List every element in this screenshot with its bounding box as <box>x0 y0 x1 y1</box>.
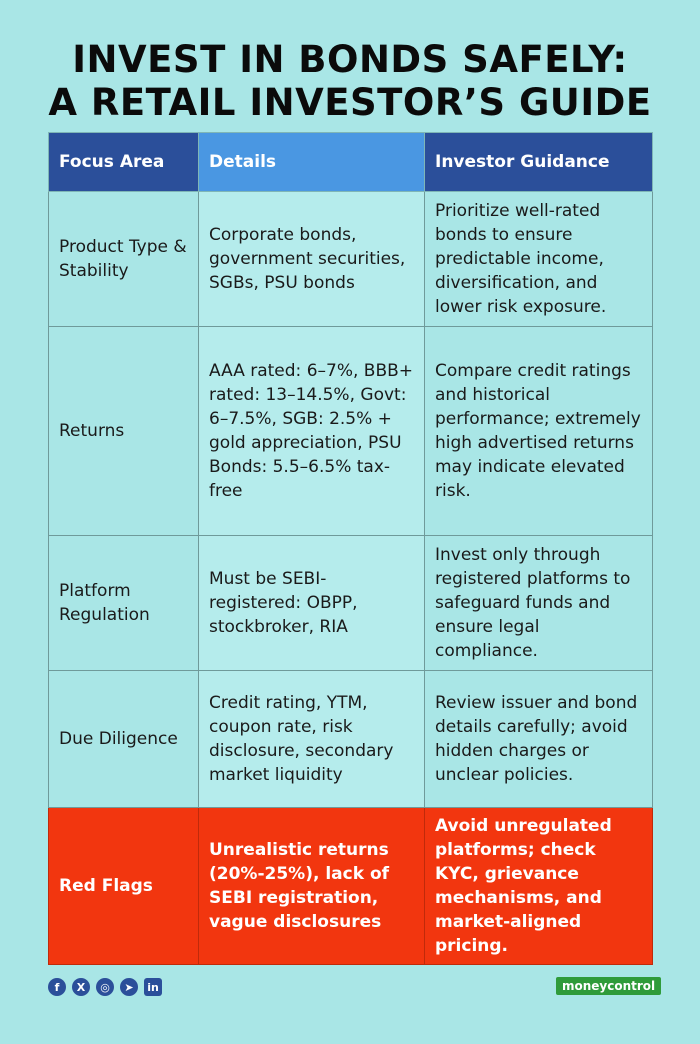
telegram-icon[interactable]: ➤ <box>120 978 138 996</box>
bond-guide-table <box>48 132 653 965</box>
instagram-icon[interactable]: ◎ <box>96 978 114 996</box>
table-row <box>49 536 653 671</box>
focus-cell: Platform Regulation <box>49 536 199 671</box>
details-cell: Corporate bonds, government securities, SGBs, PSU bonds <box>199 192 425 327</box>
table-header-row <box>49 133 653 192</box>
red-flags-row <box>49 808 653 965</box>
guidance-cell: Compare credit ratings and historical performance; extremely high advertised returns may indicate elevated risk. <box>425 327 653 536</box>
guidance-cell: Avoid unregulated platforms; check KYC, grievance mechanisms, and market-aligned pricing. <box>425 808 653 965</box>
details-cell: Credit rating, YTM, coupon rate, risk disclosure, secondary market liquidity <box>199 671 425 808</box>
details-cell: AAA rated: 6–7%, BBB+ rated: 13–14.5%, Govt: 6–7.5%, SGB: 2.5% + gold appreciation, PSU Bonds: 5.5–6.5% tax-free <box>199 327 425 536</box>
x-icon[interactable]: X <box>72 978 90 996</box>
header-focus-area: Focus Area <box>49 133 199 192</box>
focus-cell: Due Diligence <box>49 671 199 808</box>
guidance-cell: Review issuer and bond details carefully; avoid hidden charges or unclear policies. <box>425 671 653 808</box>
social-icons <box>48 978 162 996</box>
moneycontrol-logo: moneycontrol <box>556 977 661 995</box>
header-investor-guidance: Investor Guidance <box>425 133 653 192</box>
table-row <box>49 327 653 536</box>
details-cell: Unrealistic returns (20%-25%), lack of SEBI registration, vague disclosures <box>199 808 425 965</box>
title-line-2: A RETAIL INVESTOR’S GUIDE <box>48 81 652 124</box>
guidance-cell: Prioritize well-rated bonds to ensure predictable income, diversification, and lower risk exposure. <box>425 192 653 327</box>
facebook-icon[interactable]: f <box>48 978 66 996</box>
title-line-1: INVEST IN BONDS SAFELY: <box>72 38 628 81</box>
guidance-cell: Invest only through registered platforms to safeguard funds and ensure legal compliance. <box>425 536 653 671</box>
focus-cell: Red Flags <box>49 808 199 965</box>
header-details: Details <box>199 133 425 192</box>
details-cell: Must be SEBI-registered: OBPP, stockbroker, RIA <box>199 536 425 671</box>
page-title <box>0 38 700 124</box>
table-row <box>49 192 653 327</box>
linkedin-icon[interactable]: in <box>144 978 162 996</box>
table-row <box>49 671 653 808</box>
focus-cell: Returns <box>49 327 199 536</box>
focus-cell: Product Type & Stability <box>49 192 199 327</box>
